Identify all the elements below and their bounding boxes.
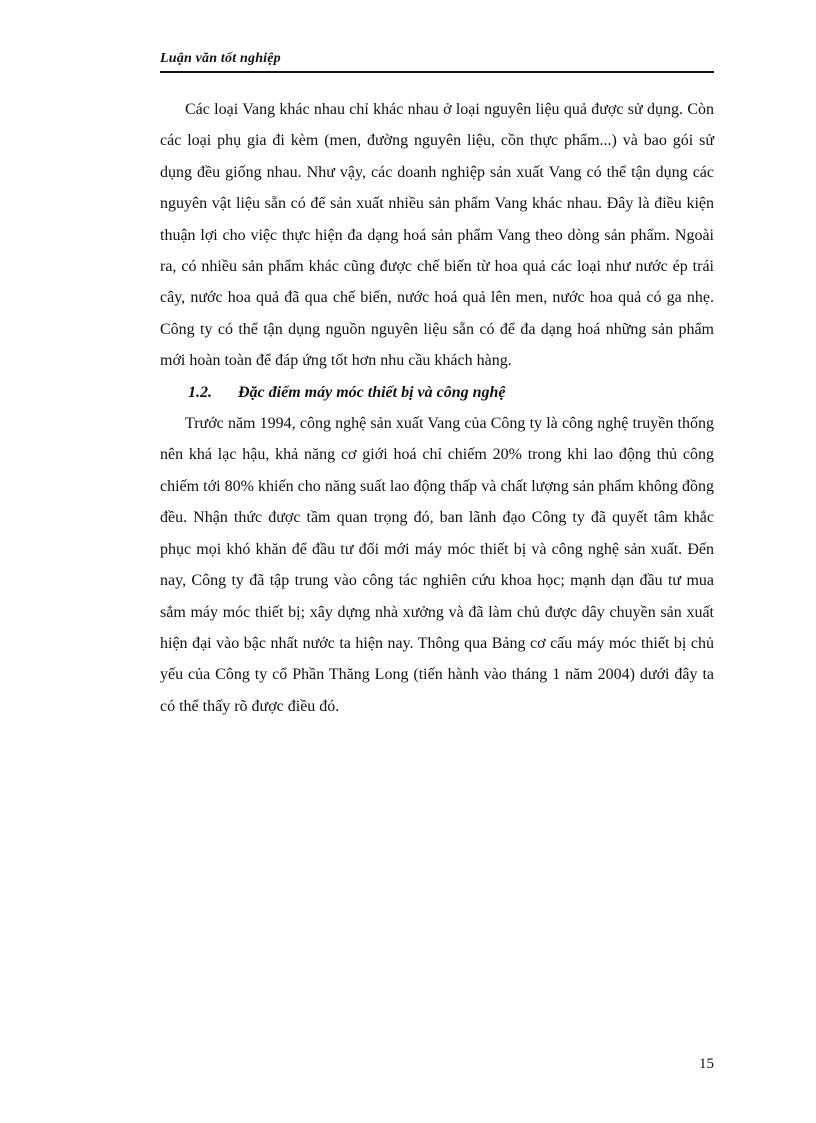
page-number: 15 — [699, 1056, 714, 1072]
body-paragraph: Các loại Vang khác nhau chỉ khác nhau ở loại nguyên liệu quả được sử dụng. Còn các loại phụ gia đi kèm (men, đường nguyên liệu, cồn thực phẩm...) và bao gói sử dụng đều giống nhau. Như vậy, các doanh nghiệp sản xuất Vang có thể tận dụng các nguyên vật liệu sẵn có để sản xuất nhiều sản phẩm Vang khác nhau. Đây là điều kiện thuận lợi cho việc thực hiện đa dạng hoá sản phẩm Vang theo dòng sản phẩm. Ngoài ra, có nhiều sản phẩm khác cũng được chế biến từ hoa quả các loại như nước ép trái cây, nước hoa quả đã qua chế biến, nước hoá quả lên men, nước hoa quả có ga nhẹ. Công ty có thể tận dụng nguồn nguyên liệu sẵn có để đa dạng hoá những sản phẩm mới hoàn toàn để đáp ứng tốt hơn nhu cầu khách hàng. — [160, 101, 714, 370]
page-body — [160, 94, 714, 722]
running-header — [160, 49, 714, 73]
body-paragraph: Trước năm 1994, công nghệ sản xuất Vang của Công ty là công nghệ truyền thống nên khá lạc hậu, khả năng cơ giới hoá chỉ chiếm 20% trong khi lao động thủ công chiếm tới 80% khiến cho năng suất lao động thấp và chất lượng sản phẩm không đồng đều. Nhận thức được tầm quan trọng đó, ban lãnh đạo Công ty đã quyết tâm khắc phục mọi khó khăn để đầu tư đổi mới máy móc thiết bị và công nghệ sản xuất. Đến nay, Công ty đã tập trung vào công tác nghiên cứu khoa học; mạnh dạn đầu tư mua sắm máy móc thiết bị; xây dựng nhà xưởng và đã làm chủ được dây chuyền sản xuất hiện đại vào bậc nhất nước ta hiện nay. Thông qua Bảng cơ cấu máy móc thiết bị chủ yếu của Công ty cổ Phần Thăng Long (tiến hành vào tháng 1 năm 2004) dưới đây ta có thể thấy rõ được điều đó. — [160, 415, 714, 715]
section-heading — [160, 377, 714, 408]
section-title: Đặc điểm máy móc thiết bị và công nghệ — [238, 383, 506, 401]
section-number: 1.2. — [188, 383, 212, 401]
running-header-title: Luận văn tốt nghiệp — [160, 51, 281, 66]
